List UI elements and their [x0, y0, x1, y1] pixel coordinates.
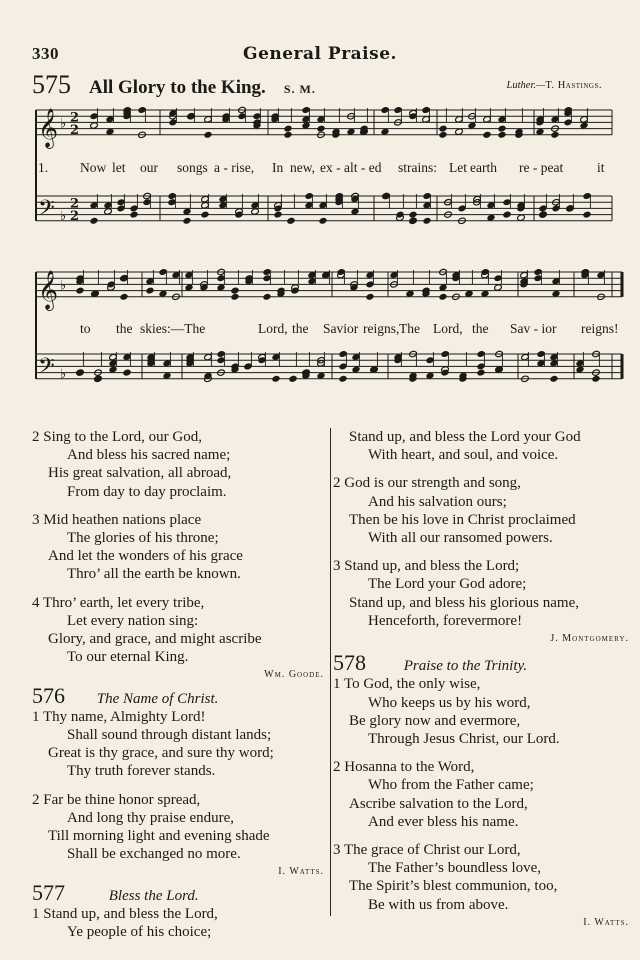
hymn-number: 578	[333, 650, 366, 676]
lyric-syllable: earth	[470, 160, 497, 175]
section-title: General Praise.	[243, 44, 397, 64]
lyric-syllable: In	[272, 160, 284, 175]
hymn-576-verses	[32, 708, 324, 864]
verse-line: His great salvation, all abroad,	[48, 465, 232, 482]
lyric-syllable: reigns!	[581, 321, 619, 336]
svg-text:♭: ♭	[60, 208, 67, 224]
lyricist: Luther.	[506, 80, 536, 91]
hymn-number: 576	[32, 682, 65, 708]
hymn-title: All Glory to the King.	[89, 77, 266, 98]
hymn-576-author: I. Watts.	[278, 866, 324, 878]
verse-line: And let the wonders of his grace	[48, 548, 243, 565]
verse-line: Shall sound through distant lands;	[67, 727, 272, 744]
page-number: 330	[32, 44, 59, 63]
verse-line: With all our ransomed powers.	[368, 530, 553, 547]
svg-text:2: 2	[70, 196, 80, 212]
verse-line: Glory, and grace, and might ascribe	[48, 631, 262, 648]
hymn-575-attribution: Luther.—T. Hastings.	[506, 80, 602, 91]
lyric-syllable: re - peat	[519, 160, 564, 175]
lyric-syllable: Now	[80, 160, 107, 175]
verse-line: Stand up, and bless the Lord your God	[349, 429, 581, 445]
hymn-title: Bless the Lord.	[108, 887, 199, 904]
verse-line: And ever bless his name.	[368, 813, 519, 830]
verse-line: 3 The grace of Christ our Lord,	[333, 842, 521, 859]
verse-line: The Spirit’s blest communion, too,	[349, 878, 558, 895]
svg-text:♭: ♭	[60, 116, 67, 132]
lyric-syllable: it	[597, 160, 605, 175]
hymn-578-verses	[333, 675, 629, 913]
lyric-syllable: new,	[290, 160, 315, 175]
column-divider	[330, 428, 331, 916]
verse-line: 2 Hosanna to the Word,	[333, 759, 475, 776]
verse-line: Thy truth forever stands.	[67, 763, 216, 780]
lyric-syllable: the	[292, 321, 309, 336]
svg-text:2: 2	[70, 208, 80, 224]
lyric-syllable: Savior	[323, 321, 359, 336]
verse-line: Henceforth, forevermore!	[368, 612, 523, 629]
verse-line: Be with us from above.	[368, 896, 509, 913]
verse-line: Till morning light and evening shade	[48, 828, 270, 845]
verse-line: Then be his love in Christ proclaimed	[349, 511, 576, 528]
lyric-syllable: Let	[449, 160, 467, 175]
lyric-syllable: songs	[177, 160, 208, 175]
verse-line: The Father’s boundless love,	[368, 860, 542, 877]
lyric-syllable: reigns,	[363, 321, 400, 336]
hymn-number: 575	[32, 70, 71, 99]
hymn-meter: S. M.	[283, 82, 316, 96]
verse-line: 2 Sing to the Lord, our God,	[32, 429, 202, 445]
hymn-575-author: Wm. Goode.	[264, 669, 324, 681]
lyric-syllable: The	[399, 321, 420, 336]
verse-line: Ascribe salvation to the Lord,	[349, 795, 528, 812]
hymn-577-author: J. Montgomery.	[550, 633, 629, 645]
lyric-syllable: Lord,	[258, 321, 288, 336]
verse-line: 3 Stand up, and bless the Lord;	[333, 558, 520, 575]
verse-line: Thro’ all the earth be known.	[67, 566, 241, 583]
hymn-577-verse-1	[32, 905, 324, 941]
verse-line: The glories of his throne;	[67, 530, 219, 547]
verse-line: The Lord your God adore;	[368, 576, 527, 593]
lyric-syllable: Lord,	[433, 321, 463, 336]
svg-text:𝄢: 𝄢	[38, 195, 55, 226]
hymn-577-heading	[32, 879, 324, 905]
verse-line: And bless his sacred name;	[67, 447, 231, 464]
verse-line: Who from the Father came;	[368, 777, 534, 794]
hymn-577-verses	[333, 474, 629, 630]
svg-text:𝄞: 𝄞	[38, 107, 59, 148]
verse-line: From day to day proclaim.	[67, 483, 227, 500]
verse-line: Great is thy grace, and sure thy word;	[48, 745, 274, 762]
verse-line: To our eternal King.	[67, 649, 189, 666]
lyric-syllable: to	[80, 321, 91, 336]
lyric-syllable: a - rise,	[214, 160, 255, 175]
verse-line: Who keeps us by his word,	[368, 694, 531, 711]
left-column	[32, 428, 324, 941]
hymn-577-verse-1-continued	[333, 428, 629, 464]
hymn-575-verses	[32, 428, 324, 666]
verse-line: 1 To God, the only wise,	[333, 676, 481, 693]
verse-line: 2 God is our strength and song,	[333, 475, 521, 492]
svg-text:♭: ♭	[60, 366, 67, 382]
svg-text:2: 2	[70, 110, 80, 126]
svg-text:𝄢: 𝄢	[38, 353, 55, 384]
lyric-syllable: let	[112, 160, 126, 175]
lyric-syllable: the	[116, 321, 133, 336]
verse-line: Shall be exchanged no more.	[67, 846, 241, 863]
hymn-number: 577	[32, 879, 65, 905]
verse-line: Be glory now and evermore,	[349, 712, 521, 729]
verse-line: Through Jesus Christ, our Lord.	[368, 731, 560, 748]
hymn-578-author: I. Watts.	[583, 916, 629, 928]
music-score	[0, 0, 640, 410]
verse-line: 4 Thro’ earth, let every tribe,	[32, 594, 205, 611]
hymn-578-heading	[333, 650, 629, 676]
hymn-title: The Name of Christ.	[96, 690, 219, 707]
composer: T. Hastings.	[545, 80, 602, 91]
hymn-576-heading	[32, 682, 324, 708]
hymn-title: Praise to the Trinity.	[403, 658, 528, 675]
verse-line: Ye people of his choice;	[67, 924, 212, 941]
verse-line: 2 Far be thine honor spread,	[32, 791, 201, 808]
verse-line: 1 Thy name, Almighty Lord!	[32, 708, 206, 725]
lyric-syllable: the	[472, 321, 489, 336]
verse-line: With heart, and soul, and voice.	[368, 447, 559, 464]
verse-line: Let every nation sing:	[67, 612, 199, 629]
verse-line: And his salvation ours;	[368, 493, 507, 510]
lyric-syllable: strains:	[398, 160, 437, 175]
verse-line: And long thy praise endure,	[67, 809, 235, 826]
lyric-syllable: our	[140, 160, 158, 175]
svg-text:2: 2	[70, 122, 80, 138]
lyric-syllable: 1.	[38, 160, 49, 175]
lyric-syllable: skies:—The	[140, 321, 206, 336]
verse-line: Stand up, and bless his glorious name,	[349, 594, 579, 611]
svg-text:𝄞: 𝄞	[38, 269, 59, 310]
svg-text:♭: ♭	[60, 278, 67, 294]
lyric-syllable: Sav - ior	[510, 321, 557, 336]
right-column	[333, 428, 629, 932]
lyric-syllable: ex - alt - ed	[320, 160, 382, 175]
verse-line: 3 Mid heathen nations place	[32, 511, 202, 528]
verse-line: 1 Stand up, and bless the Lord,	[32, 905, 218, 922]
